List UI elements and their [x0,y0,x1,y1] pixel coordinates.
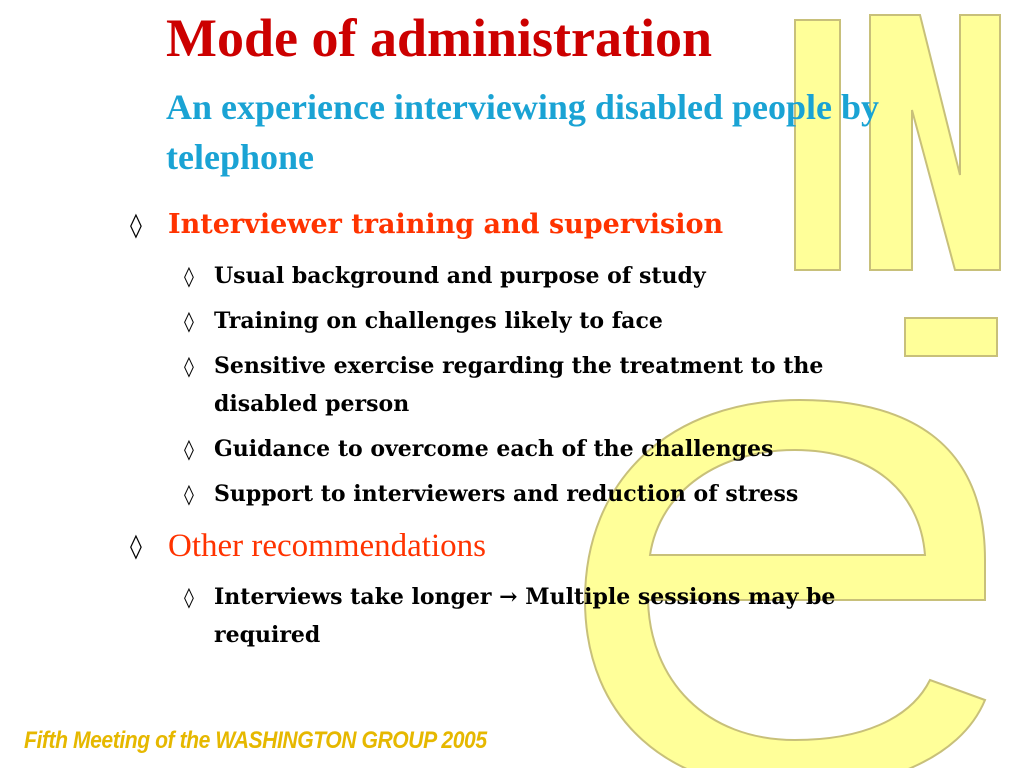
list-item-text: Interviews take longer → Multiple sessions may be required [214,584,836,648]
diamond-bullet-icon: ◊ [184,585,194,609]
diamond-bullet-icon: ◊ [130,211,142,239]
section-heading-text: Interviewer training and supervision [168,209,724,240]
watermark-dash [905,318,997,356]
list-item-text: Guidance to overcome each of the challenges [214,436,774,462]
list-item-text: Training on challenges likely to face [214,308,663,334]
list-item-text: Support to interviewers and reduction of stress [214,481,799,507]
list-item [184,430,904,468]
list-item [184,578,904,654]
list-item [184,302,904,340]
diamond-bullet-icon: ◊ [184,437,194,461]
slide-title: Mode of administration [166,8,712,68]
list-item-text: Usual background and purpose of study [214,263,706,289]
slide-subtitle: An experience interviewing disabled people by telephone [166,87,879,177]
diamond-bullet-icon: ◊ [184,482,194,506]
list-item [184,257,904,295]
section-heading-text: Other recommendations [168,528,486,564]
diamond-bullet-icon: ◊ [184,354,194,378]
diamond-bullet-icon: ◊ [130,532,142,560]
list-item [184,475,904,513]
diamond-bullet-icon: ◊ [184,264,194,288]
list-item-text: Sensitive exercise regarding the treatment to the disabled person [214,353,824,417]
list-item [184,347,904,423]
footer-text: Fifth Meeting of the WASHINGTON GROUP 2005 [24,727,487,754]
diamond-bullet-icon: ◊ [184,309,194,333]
